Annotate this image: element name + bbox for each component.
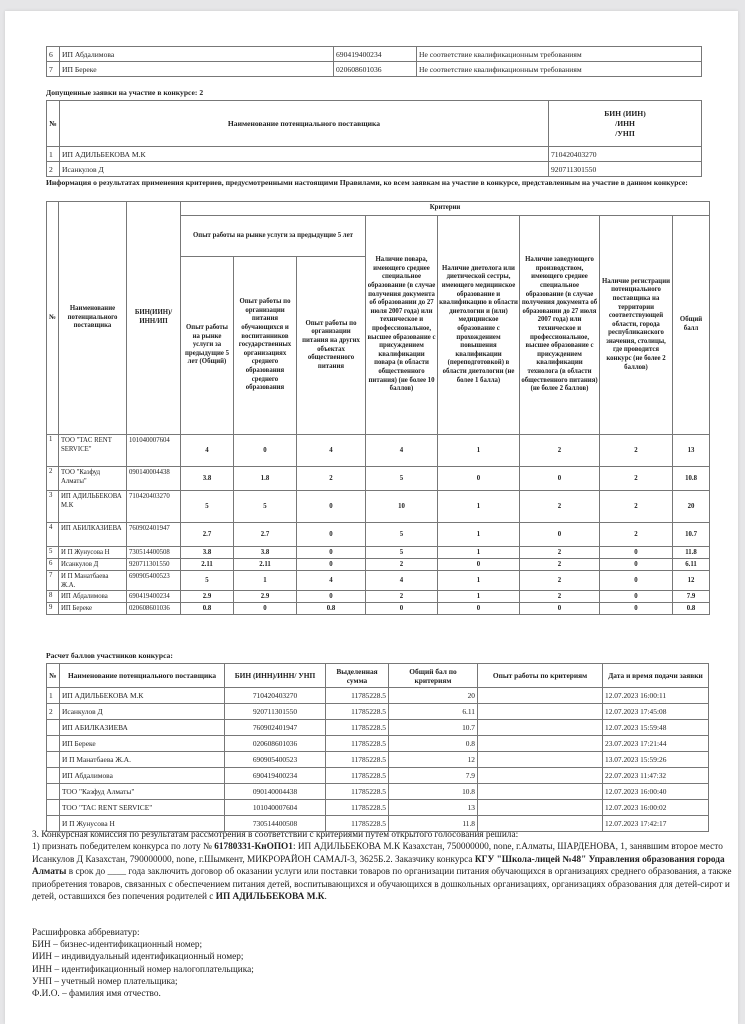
row-number: 2	[47, 162, 60, 177]
table-row	[47, 467, 710, 491]
supplier-bin: 090140004438	[127, 467, 181, 491]
experience-other: 0	[297, 523, 366, 547]
supplier-name: Исанкулов Д	[59, 559, 127, 571]
customer-name: КГУ "Школа-лицей №48" Управления образования города Алматы	[32, 854, 725, 878]
experience-total: 0.8	[181, 603, 234, 615]
row-number: 2	[47, 467, 59, 491]
experience-total: 2.7	[181, 523, 234, 547]
experience-total: 4	[181, 435, 234, 467]
header-bin: БИН(ИИН)/ ИНН/ИП	[127, 202, 181, 435]
total-score: 20	[673, 491, 710, 523]
table-row	[47, 547, 710, 559]
supplier-bin: 690905400523	[127, 571, 181, 591]
document-page	[5, 11, 738, 1024]
total-score: 11.8	[673, 547, 710, 559]
region-score: 2	[600, 435, 673, 467]
table-row	[47, 752, 709, 768]
cook-score: 10	[366, 491, 438, 523]
manager-score: 2	[520, 591, 600, 603]
header-total-score: Общий балл	[673, 216, 710, 435]
criteria-heading: Информация о результатах применения критериев, предусмотренными настоящими Правилами, ко всем заявкам на участие в конкурсе, представленным на участие в данном конкурсе:	[46, 178, 688, 187]
experience-total: 3.8	[181, 467, 234, 491]
table-row	[47, 147, 702, 162]
table-header-row	[47, 664, 709, 688]
header-criteria-group: Критерии	[181, 202, 710, 216]
supplier-bin: 920711301550	[225, 704, 326, 720]
manager-score: 0	[520, 467, 600, 491]
supplier-name: Исанкулов Д	[60, 162, 549, 177]
table-row	[47, 688, 709, 704]
header-bin: БИН (ИНН)/ИНН/ УНП	[225, 664, 326, 688]
cook-score: 5	[366, 547, 438, 559]
abbreviation-item: УНП – учетный номер плательщика;	[32, 976, 178, 987]
total-score: 10.7	[673, 523, 710, 547]
experience-other: 0	[297, 559, 366, 571]
supplier-name: ИП Абдалимова	[59, 591, 127, 603]
winner-name: ИП АДИЛЬБЕКОВА М.К	[215, 892, 325, 903]
submission-date: 13.07.2023 15:59:26	[603, 752, 709, 768]
row-number: 3	[47, 491, 59, 523]
supplier-name: ИП Абдалимова	[60, 768, 225, 784]
experience-school: 1.8	[234, 467, 297, 491]
supplier-bin: 020608601036	[127, 603, 181, 615]
cook-score: 0	[366, 603, 438, 615]
header-experience-group: Опыт работы на рынке услуги за предыдущие 5 лет	[181, 216, 366, 257]
total-score: 6.11	[389, 704, 478, 720]
header-experience-total: Опыт работы на рынке услуги за предыдущие 5 лет (Общий)	[181, 257, 234, 435]
row-number	[47, 768, 60, 784]
supplier-name: И П Манатбаева Ж.А.	[60, 752, 225, 768]
experience-score	[478, 800, 603, 816]
table-row	[47, 559, 710, 571]
manager-score: 2	[520, 571, 600, 591]
cook-score: 5	[366, 467, 438, 491]
experience-total: 5	[181, 491, 234, 523]
allocated-amount: 11785228.5	[326, 816, 389, 832]
table-row	[47, 571, 710, 591]
supplier-bin: 101040007604	[225, 800, 326, 816]
header-supplier-name: Наименование потенциального поставщика	[60, 664, 225, 688]
supplier-name: ТОО "Казфуд Алматы"	[59, 467, 127, 491]
experience-score	[478, 752, 603, 768]
supplier-name: ИП Береке	[60, 736, 225, 752]
region-score: 0	[600, 591, 673, 603]
decision-text-part: в срок до ____ года заключить договор об оказании услуги или поставки товаров по организации питания обучающихся в организациях среднего образования, а также приобретения товаров, связанных с обеспечением питания детей, воспитывающихся и обучающихся в дошкольных организациях, организациях образования для детей-сирот и детей, оставшихся без попечения родителей с	[32, 867, 732, 903]
row-number: 1	[47, 147, 60, 162]
header-experience-school: Опыт работы по организации питания обучающихся и воспитанников государственных организациях среднего образования среднего образования	[234, 257, 297, 435]
row-number	[47, 736, 60, 752]
table-row	[47, 491, 710, 523]
manager-score: 0	[520, 523, 600, 547]
total-score: 13	[389, 800, 478, 816]
total-score: 0.8	[673, 603, 710, 615]
experience-other: 2	[297, 467, 366, 491]
header-bin-line2: /ИНН	[615, 118, 635, 128]
submission-date: 12.07.2023 16:00:40	[603, 784, 709, 800]
admitted-heading: Допущенные заявки на участие в конкурсе: 2	[46, 88, 204, 97]
manager-score: 2	[520, 559, 600, 571]
total-score: 11.8	[389, 816, 478, 832]
header-supplier-name: Наименование потенциального поставщика	[59, 202, 127, 435]
table-header-row	[47, 101, 702, 147]
experience-total: 2.11	[181, 559, 234, 571]
header-number: №	[47, 101, 60, 147]
decision-text	[32, 841, 732, 903]
table-row	[47, 435, 710, 467]
decision-intro: 3. Конкурсная комиссия по результатам рассмотрения в соответствии с критериями путем открытого голосования решила:	[32, 830, 519, 840]
header-allocated-amount: Выделенная сумма	[326, 664, 389, 688]
dietitian-score: 0	[438, 467, 520, 491]
table-row	[47, 47, 702, 62]
experience-other: 0	[297, 491, 366, 523]
total-score: 12	[673, 571, 710, 591]
commission-decision	[32, 829, 732, 903]
dietitian-score: 1	[438, 523, 520, 547]
region-score: 0	[600, 547, 673, 559]
allocated-amount: 11785228.5	[326, 768, 389, 784]
supplier-name: ИП Береке	[59, 603, 127, 615]
supplier-bin: 090140004438	[225, 784, 326, 800]
experience-score	[478, 736, 603, 752]
supplier-name: ТОО "TAC RENT SERVICE"	[59, 435, 127, 467]
manager-score: 2	[520, 435, 600, 467]
abbreviation-item: ИИН – индивидуальный идентификационный номер;	[32, 952, 244, 963]
supplier-name: ТОО "Казфуд Алматы"	[60, 784, 225, 800]
total-score: 10.8	[389, 784, 478, 800]
supplier-bin: 920711301550	[549, 162, 702, 177]
total-score: 10.8	[673, 467, 710, 491]
rejection-reason: Не соответствие квалификационным требованиям	[417, 47, 702, 62]
experience-score	[478, 704, 603, 720]
header-production-manager: Наличие заведующего производством, имеющего среднее специальное образование (в случае получения документа об образовании до 27 июля 2007 года) или техническое и профессиональное, высшее образование с присуждением квалификации технолога (в области общественного питания) (не более 2 баллов)	[520, 216, 600, 435]
row-number: 4	[47, 523, 59, 547]
total-score: 0.8	[389, 736, 478, 752]
header-dietitian: Наличие диетолога или диетической сестры, имеющего медицинское образование и квалификацию в области диетологии и (или) медицинское образование с прохождением повышения квалификации (переподготовкой) в области диетологии (не более 1 балла)	[438, 216, 520, 435]
experience-other: 0	[297, 591, 366, 603]
supplier-bin: 760902401947	[225, 720, 326, 736]
lot-number: 61780331-КнОПО1	[214, 842, 293, 853]
rejected-applications-table	[46, 46, 702, 77]
supplier-name: Исанкулов Д	[60, 704, 225, 720]
allocated-amount: 11785228.5	[326, 784, 389, 800]
row-number: 6	[47, 47, 60, 62]
rejection-reason: Не соответствие квалификационным требованиям	[417, 62, 702, 77]
allocated-amount: 11785228.5	[326, 704, 389, 720]
dietitian-score: 1	[438, 591, 520, 603]
row-number: 5	[47, 547, 59, 559]
experience-school: 1	[234, 571, 297, 591]
header-experience-score: Опыт работы по критериям	[478, 664, 603, 688]
manager-score: 2	[520, 491, 600, 523]
experience-other: 0.8	[297, 603, 366, 615]
supplier-bin: 710420403270	[549, 147, 702, 162]
table-row	[47, 704, 709, 720]
dietitian-score: 1	[438, 571, 520, 591]
header-number: №	[47, 664, 60, 688]
table-row	[47, 62, 702, 77]
submission-date: 23.07.2023 17:21:44	[603, 736, 709, 752]
table-row	[47, 591, 710, 603]
supplier-bin: 730514400508	[127, 547, 181, 559]
row-number: 7	[47, 571, 59, 591]
supplier-bin: 020608601036	[225, 736, 326, 752]
decision-text-part: 1) признать победителем конкурса по лоту №	[32, 842, 215, 853]
cook-score: 2	[366, 559, 438, 571]
row-number	[47, 720, 60, 736]
supplier-name: ТОО "TAC RENT SERVICE"	[60, 800, 225, 816]
abbreviations-title: Расшифровка аббревиатур:	[32, 928, 140, 938]
supplier-name: ИП Абдалимова	[60, 47, 334, 62]
supplier-bin: 690905400523	[225, 752, 326, 768]
cook-score: 5	[366, 523, 438, 547]
experience-total: 3.8	[181, 547, 234, 559]
cook-score: 2	[366, 591, 438, 603]
supplier-name: ИП АБИЛКАЗИЕВА	[59, 523, 127, 547]
region-score: 0	[600, 571, 673, 591]
cook-score: 4	[366, 435, 438, 467]
allocated-amount: 11785228.5	[326, 800, 389, 816]
experience-score	[478, 688, 603, 704]
row-number	[47, 784, 60, 800]
submission-date: 12.07.2023 17:42:17	[603, 816, 709, 832]
supplier-name: И П Жунусова Н	[60, 816, 225, 832]
total-score: 10.7	[389, 720, 478, 736]
experience-score	[478, 768, 603, 784]
region-score: 0	[600, 603, 673, 615]
abbreviation-item: ИНН – идентификационный номер налогоплательщика;	[32, 964, 254, 975]
decision-text-part: .	[324, 892, 327, 903]
supplier-bin: 101040007604	[127, 435, 181, 467]
table-row	[47, 768, 709, 784]
dietitian-score: 1	[438, 435, 520, 467]
dietitian-score: 0	[438, 559, 520, 571]
header-regional-registration: Наличие регистрации потенциального поставщика на территории соответствующей области, города республиканского значения, столицы, где проводится конкурс (не более 2 баллов)	[600, 216, 673, 435]
experience-school: 2.11	[234, 559, 297, 571]
total-score: 13	[673, 435, 710, 467]
header-bin-line1: БИН (ИИН)	[604, 108, 646, 118]
submission-date: 12.07.2023 16:00:02	[603, 800, 709, 816]
supplier-bin: 710420403270	[127, 491, 181, 523]
experience-school: 0	[234, 435, 297, 467]
abbreviations-block	[32, 927, 432, 1000]
abbreviation-item: Ф.И.О. – фамилия имя отчество.	[32, 989, 161, 1000]
table-row	[47, 720, 709, 736]
experience-total: 5	[181, 571, 234, 591]
experience-total: 2.9	[181, 591, 234, 603]
row-number: 2	[47, 704, 60, 720]
supplier-bin: 690419400234	[225, 768, 326, 784]
header-bin	[549, 101, 702, 147]
supplier-bin: 690419400234	[334, 47, 417, 62]
total-score: 7.9	[389, 768, 478, 784]
dietitian-score: 1	[438, 547, 520, 559]
table-row	[47, 736, 709, 752]
region-score: 2	[600, 523, 673, 547]
supplier-bin: 020608601036	[334, 62, 417, 77]
total-score: 6.11	[673, 559, 710, 571]
supplier-name: И П Жунусова Н	[59, 547, 127, 559]
header-number: №	[47, 202, 59, 435]
table-row	[47, 162, 702, 177]
admitted-applications-table	[46, 100, 702, 177]
experience-other: 0	[297, 547, 366, 559]
region-score: 2	[600, 491, 673, 523]
experience-school: 2.9	[234, 591, 297, 603]
supplier-bin: 710420403270	[225, 688, 326, 704]
total-score: 7.9	[673, 591, 710, 603]
region-score: 0	[600, 559, 673, 571]
supplier-name: ИП АДИЛЬБЕКОВА М.К	[60, 147, 549, 162]
supplier-name: И П Манатбаева Ж.А.	[59, 571, 127, 591]
supplier-name: ИП Береке	[60, 62, 334, 77]
cook-score: 4	[366, 571, 438, 591]
allocated-amount: 11785228.5	[326, 736, 389, 752]
abbreviation-item: БИН – бизнес-идентификационный номер;	[32, 940, 203, 951]
supplier-bin: 690419400234	[127, 591, 181, 603]
header-bin-line3: /УНП	[615, 128, 635, 138]
header-cook: Наличие повара, имеющего среднее специальное образование (в случае получения документа об образовании до 27 июля 2007 года) или техническое и профессиональное, высшее образование с присуждением квалификации повара (в области общественного питания) (не более 10 баллов)	[366, 216, 438, 435]
submission-date: 22.07.2023 11:47:32	[603, 768, 709, 784]
supplier-name: ИП АДИЛЬБЕКОВА М.К	[59, 491, 127, 523]
total-score: 12	[389, 752, 478, 768]
table-row	[47, 603, 710, 615]
experience-school: 3.8	[234, 547, 297, 559]
row-number: 9	[47, 603, 59, 615]
table-header-row	[47, 202, 710, 216]
scores-heading: Расчет баллов участников конкурса:	[46, 651, 173, 660]
supplier-bin: 760902401947	[127, 523, 181, 547]
experience-school: 0	[234, 603, 297, 615]
submission-date: 12.07.2023 17:45:08	[603, 704, 709, 720]
dietitian-score: 0	[438, 603, 520, 615]
row-number: 6	[47, 559, 59, 571]
experience-score	[478, 720, 603, 736]
allocated-amount: 11785228.5	[326, 720, 389, 736]
header-experience-other: Опыт работы по организации питания на других объектах общественного питания	[297, 257, 366, 435]
row-number: 1	[47, 435, 59, 467]
row-number	[47, 752, 60, 768]
row-number: 1	[47, 688, 60, 704]
row-number: 7	[47, 62, 60, 77]
region-score: 2	[600, 467, 673, 491]
allocated-amount: 11785228.5	[326, 752, 389, 768]
supplier-name: ИП АДИЛЬБЕКОВА М.К	[60, 688, 225, 704]
submission-date: 12.07.2023 16:00:11	[603, 688, 709, 704]
experience-school: 5	[234, 491, 297, 523]
manager-score: 2	[520, 547, 600, 559]
supplier-bin: 730514400508	[225, 816, 326, 832]
table-row	[47, 523, 710, 547]
table-row	[47, 800, 709, 816]
experience-other: 4	[297, 571, 366, 591]
scores-table	[46, 663, 709, 832]
row-number	[47, 800, 60, 816]
table-row	[47, 784, 709, 800]
decision-text-part: : ИП АДИЛЬБЕКОВА М.К Казахстан, 750000000, none, г.Алматы, ШАРДЕНОВА, 1, занявшим второе место Исанкулов Д Казахстан, 790000000, none, г.Шымкент, МИКРОРАЙОН САМАЛ-3, 3625Б.2. Заказчику конкурса	[32, 842, 723, 865]
supplier-name: ИП АБИЛКАЗИЕВА	[60, 720, 225, 736]
header-total-score: Общий бал по критериям	[389, 664, 478, 688]
header-supplier-name: Наименование потенциального поставщика	[60, 101, 549, 147]
row-number: 8	[47, 591, 59, 603]
total-score: 20	[389, 688, 478, 704]
criteria-results-table	[46, 201, 710, 615]
experience-other: 4	[297, 435, 366, 467]
supplier-bin: 920711301550	[127, 559, 181, 571]
manager-score: 0	[520, 603, 600, 615]
dietitian-score: 1	[438, 491, 520, 523]
header-submission-date: Дата и время подачи заявки	[603, 664, 709, 688]
allocated-amount: 11785228.5	[326, 688, 389, 704]
submission-date: 12.07.2023 15:59:48	[603, 720, 709, 736]
experience-school: 2.7	[234, 523, 297, 547]
experience-score	[478, 784, 603, 800]
